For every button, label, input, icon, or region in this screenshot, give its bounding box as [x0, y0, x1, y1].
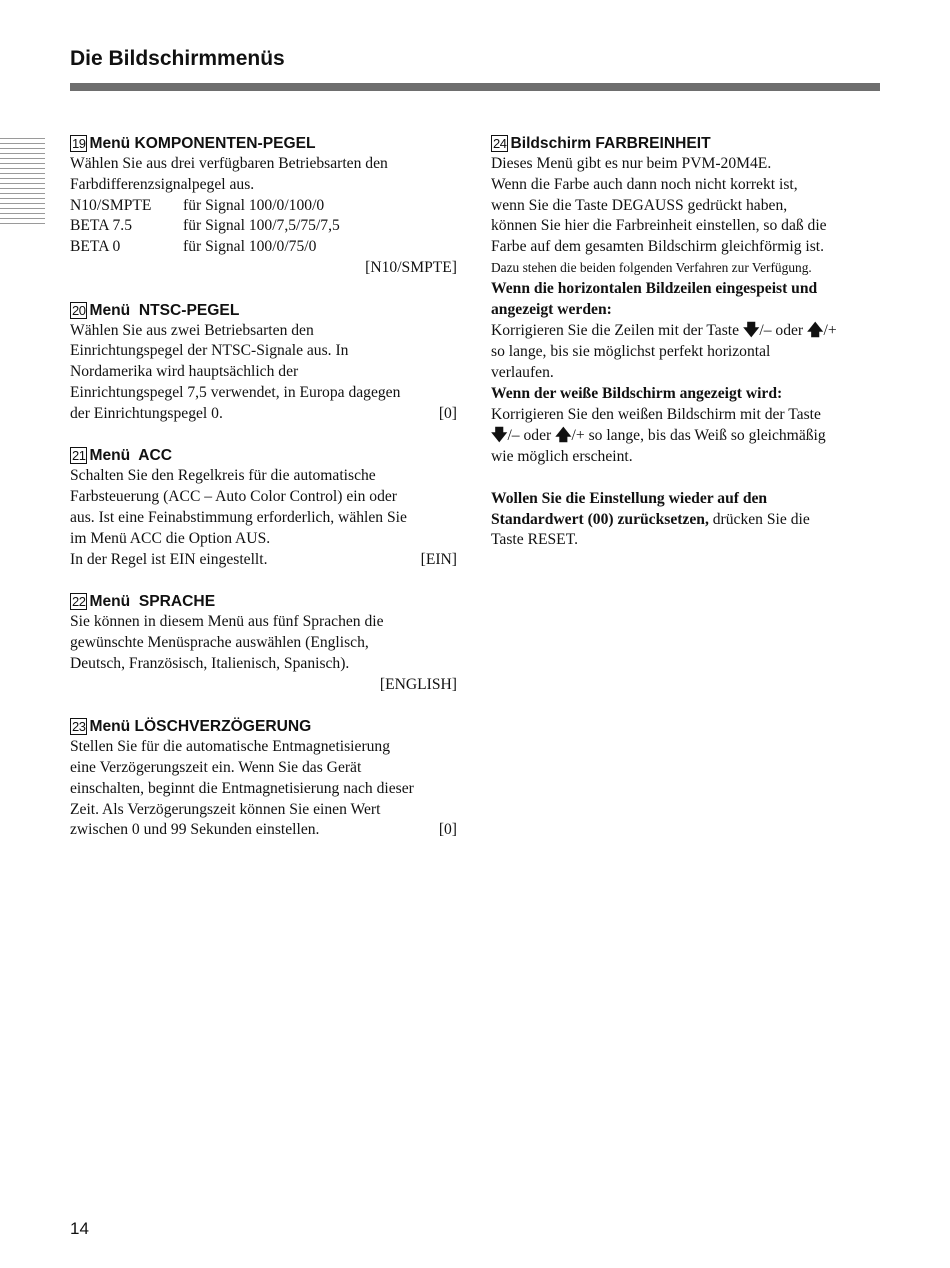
text-line: können Sie hier die Farbreinheit einstellen, so daß die: [491, 217, 827, 235]
section-heading-text: Menü ACC: [89, 447, 173, 465]
text-fragment: /+ so lange, bis das Weiß so gleichmäßig: [571, 427, 826, 445]
item-number-badge: 21: [72, 448, 86, 464]
text-line: Farbsteuerung (ACC – Auto Color Control) ein oder: [70, 488, 397, 506]
section-heading: [70, 133, 457, 154]
text-line: verlaufen.: [491, 363, 554, 381]
mode-cell: N10/SMPTE: [70, 196, 152, 214]
text-line: Farbe auf dem gesamten Bildschirm gleichförmig ist.: [491, 238, 825, 256]
text-fragment: /– oder: [507, 427, 556, 445]
section-farbreinheit: [491, 133, 881, 468]
text-line: wie möglich erscheint.: [491, 448, 633, 466]
item-number-badge: 22: [72, 594, 86, 610]
side-tab-marker: [0, 138, 45, 228]
text-line: aus. Ist eine Feinabstimmung erforderlich, wählen Sie: [70, 508, 407, 526]
section-heading: [70, 445, 457, 466]
page-number: 14: [70, 1219, 89, 1238]
item-number-badge: 20: [72, 302, 86, 318]
section-acc: [70, 445, 457, 570]
section-heading-text: Bildschirm FARBREINHEIT: [510, 135, 711, 152]
default-value: [0]: [438, 404, 457, 422]
table-row: [70, 216, 457, 237]
text-fragment: drücken Sie die: [708, 510, 810, 528]
left-column: [70, 133, 457, 862]
default-value: [N10/SMPTE]: [365, 258, 457, 276]
text-line-with-default: [70, 820, 457, 841]
text-line: Nordamerika wird hauptsächlich der: [70, 363, 299, 381]
text-line: gewünschte Menüsprache auswählen (Englisch,: [70, 633, 369, 651]
text-line: Sie können in diesem Menü aus fünf Sprachen die: [70, 613, 384, 631]
right-column: [491, 133, 881, 572]
text-line: Korrigieren Sie den weißen Bildschirm mit der Taste: [491, 405, 821, 423]
text-fragment: /+: [823, 322, 837, 340]
text-line: Wählen Sie aus zwei Betriebsarten den: [70, 321, 314, 339]
text-line: Deutsch, Französisch, Italienisch, Spanisch).: [70, 654, 350, 672]
text-line: wenn Sie die Taste DEGAUSS gedrückt haben,: [491, 196, 788, 214]
arrow-up-icon: 🡅: [555, 425, 572, 445]
text-line: Dieses Menü gibt es nur beim PVM-20M4E.: [491, 155, 772, 172]
table-row: [70, 237, 457, 258]
text-line: Wählen Sie aus drei verfügbaren Betriebsarten den: [70, 155, 388, 172]
text-line: Wenn die Farbe auch dann noch nicht korrekt ist,: [491, 175, 798, 193]
text-fragment: Standardwert (00) zurücksetzen,: [491, 510, 709, 528]
section-heading: [491, 133, 881, 154]
text-line-with-arrows: [491, 320, 881, 342]
mode-cell: BETA 0: [70, 238, 121, 256]
subheading-line: Wenn der weiße Bildschirm angezeigt wird:: [491, 384, 783, 402]
subheading-line: angezeigt werden:: [491, 300, 612, 318]
section-heading-text: Menü LÖSCHVERZÖGERUNG: [89, 718, 312, 736]
text-line-with-default: [70, 550, 457, 571]
text-line: so lange, bis sie möglichst perfekt horizontal: [491, 343, 771, 361]
arrow-down-icon: 🡇: [742, 320, 760, 340]
section-ntsc-pegel: [70, 300, 457, 425]
text-line: im Menü ACC die Option AUS.: [70, 529, 271, 547]
text-line: zwischen 0 und 99 Sekunden einstellen.: [70, 821, 320, 839]
item-number-badge: 19: [72, 136, 86, 151]
value-cell: für Signal 100/0/75/0: [183, 238, 317, 256]
section-loeschverzoegerung: [70, 716, 457, 841]
text-line-with-default: [70, 404, 457, 425]
text-line: Schalten Sie den Regelkreis für die automatische: [70, 467, 376, 485]
text-line: Farbdifferenzsignalpegel aus.: [70, 175, 255, 193]
text-line: Zeit. Als Verzögerungszeit können Sie einen Wert: [70, 800, 381, 818]
text-line-with-arrows: [491, 425, 881, 447]
value-cell: für Signal 100/0/100/0: [183, 196, 325, 214]
text-line-small: Dazu stehen die beiden folgenden Verfahren zur Verfügung.: [491, 259, 812, 275]
section-heading-text: Menü KOMPONENTEN-PEGEL: [89, 135, 316, 152]
reset-line: Taste RESET.: [491, 531, 578, 549]
subheading-line: Wenn die horizontalen Bildzeilen eingespeist und: [491, 279, 818, 297]
text-line: Einrichtungspegel 7,5 verwendet, in Europa dagegen: [70, 383, 401, 401]
text-line: In der Regel ist EIN eingestellt.: [70, 550, 268, 568]
text-line: Stellen Sie für die automatische Entmagnetisierung: [70, 738, 391, 756]
item-number-badge: 23: [72, 719, 86, 735]
text-line: eine Verzögerungszeit ein. Wenn Sie das Gerät: [70, 758, 362, 776]
reset-note: [491, 489, 881, 551]
section-komponenten-pegel: [70, 133, 457, 279]
default-value: [EIN]: [420, 550, 457, 568]
section-heading: [70, 300, 457, 321]
table-row: [70, 196, 457, 217]
mode-cell: BETA 7.5: [70, 217, 132, 235]
text-fragment: /– oder: [759, 322, 808, 340]
item-number-badge: 24: [493, 136, 507, 151]
section-heading-text: Menü NTSC-PEGEL: [89, 301, 240, 319]
section-heading: [70, 716, 457, 737]
text-line: der Einrichtungspegel 0.: [70, 404, 223, 422]
value-cell: für Signal 100/7,5/75/7,5: [183, 217, 340, 235]
section-sprache: [70, 591, 457, 695]
text-line: Einrichtungspegel der NTSC-Signale aus. In: [70, 342, 349, 360]
text-fragment: Korrigieren Sie die Zeilen mit der Taste: [491, 322, 743, 340]
text-line: einschalten, beginnt die Entmagnetisierung nach dieser: [70, 779, 414, 797]
section-heading: [70, 591, 457, 612]
default-value: [0]: [438, 821, 457, 839]
arrow-down-icon: 🡇: [491, 425, 508, 445]
header-rule: [70, 83, 880, 91]
reset-line: [491, 510, 881, 531]
section-heading-text: Menü SPRACHE: [89, 593, 216, 611]
default-value: [ENGLISH]: [379, 675, 457, 693]
reset-line: Wollen Sie die Einstellung wieder auf den: [491, 489, 768, 507]
arrow-up-icon: 🡅: [807, 320, 824, 340]
page-title: Die Bildschirmmenüs: [70, 47, 285, 70]
